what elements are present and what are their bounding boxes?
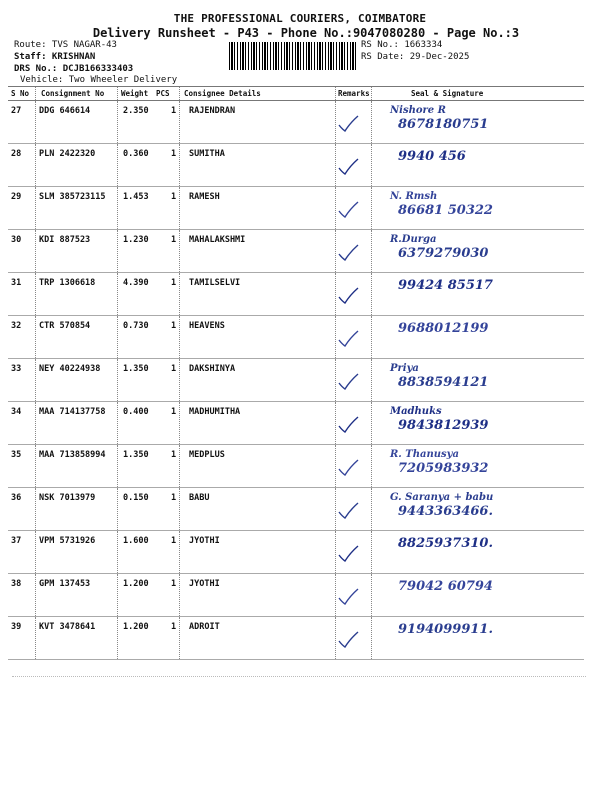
row-pcs: 1: [171, 450, 177, 460]
row-weight: 1.200: [123, 579, 149, 589]
signature-phone: 9843812939: [398, 418, 489, 433]
signature-area: [380, 578, 580, 614]
delivery-tick-mark: [336, 242, 360, 262]
col-header-seal-signature: Seal & Signature: [411, 89, 484, 98]
row-consignee: ADROIT: [189, 622, 220, 632]
signature-phone: 79042 60794: [398, 579, 493, 594]
rs-number: RS No.: 1663334: [361, 40, 443, 50]
row-weight: 1.600: [123, 536, 149, 546]
row-consignment-no: CTR 570854: [39, 321, 91, 331]
row-consignment-no: DDG 646614: [39, 106, 91, 116]
signature-area: [380, 492, 580, 528]
delivery-tick-mark: [336, 414, 360, 434]
signature-phone: 6379279030: [398, 246, 489, 261]
row-pcs: 1: [171, 493, 177, 503]
col-header-weight: Weight: [121, 89, 149, 98]
delivery-tick-mark: [336, 457, 360, 477]
signature-name: G. Saranya + babu: [390, 492, 494, 503]
row-weight: 0.400: [123, 407, 149, 417]
signature-phone: 9194099911.: [398, 622, 493, 637]
col-header-pcs: PCS: [156, 89, 170, 98]
delivery-tick-mark: [336, 586, 360, 606]
row-pcs: 1: [171, 235, 177, 245]
col-header-consignment: Consignment No: [41, 89, 105, 98]
row-pcs: 1: [171, 364, 177, 374]
row-consignment-no: VPM 5731926: [39, 536, 96, 546]
delivery-tick-mark: [336, 113, 360, 133]
row-weight: 2.350: [123, 106, 149, 116]
row-weight: 1.350: [123, 450, 149, 460]
signature-name: Priya: [390, 363, 419, 374]
row-consignee: JYOTHI: [189, 536, 220, 546]
table-row: [8, 359, 584, 402]
signature-area: [380, 535, 580, 571]
signature-phone: 9940 456: [398, 149, 466, 164]
row-consignee: SUMITHA: [189, 149, 225, 159]
signature-phone: 99424 85517: [398, 278, 493, 293]
row-consignee: RAJENDRAN: [189, 106, 236, 116]
table-row: [8, 402, 584, 445]
signature-name: N. Rmsh: [390, 191, 438, 202]
row-consignee: BABU: [189, 493, 210, 503]
row-consignment-no: MAA 713858994: [39, 450, 106, 460]
row-pcs: 1: [171, 192, 177, 202]
row-pcs: 1: [171, 106, 177, 116]
row-sno: 29: [11, 192, 22, 202]
row-consignee: MEDPLUS: [189, 450, 225, 460]
col-header-remarks: Remarks: [338, 89, 370, 98]
signature-name: R.Durga: [390, 234, 437, 245]
delivery-tick-mark: [336, 285, 360, 305]
signature-phone: 8838594121: [398, 375, 489, 390]
row-sno: 37: [11, 536, 22, 546]
signature-area: [380, 191, 580, 227]
signature-area: [380, 148, 580, 184]
signature-area: [380, 363, 580, 399]
row-consignment-no: KDI 887523: [39, 235, 91, 245]
row-weight: 1.350: [123, 364, 149, 374]
row-sno: 27: [11, 106, 22, 116]
runsheet-subtitle: Delivery Runsheet - P43 - Phone No.:9047080280 - Page No.:3: [92, 26, 520, 40]
table-header-row: [8, 86, 584, 101]
row-weight: 1.230: [123, 235, 149, 245]
barcode-image: [229, 42, 357, 70]
row-pcs: 1: [171, 622, 177, 632]
rs-date: RS Date: 29-Dec-2025: [361, 52, 470, 62]
row-consignee: MAHALAKSHMI: [189, 235, 246, 245]
signature-phone: 86681 50322: [398, 203, 493, 218]
page-footer-line: [12, 676, 586, 677]
row-sno: 32: [11, 321, 22, 331]
table-row: [8, 488, 584, 531]
row-weight: 0.360: [123, 149, 149, 159]
row-pcs: 1: [171, 407, 177, 417]
delivery-tick-mark: [336, 328, 360, 348]
signature-name: R. Thanusya: [390, 449, 459, 460]
signature-area: [380, 234, 580, 270]
signature-area: [380, 449, 580, 485]
row-consignment-no: GPM 137453: [39, 579, 91, 589]
row-consignee: TAMILSELVI: [189, 278, 241, 288]
table-row: [8, 144, 584, 187]
row-pcs: 1: [171, 278, 177, 288]
signature-area: [380, 406, 580, 442]
table-row: [8, 316, 584, 359]
row-consignment-no: SLM 385723115: [39, 192, 106, 202]
signature-name: Nishore R: [390, 105, 446, 116]
route-label: Route: TVS NAGAR-43: [14, 40, 117, 50]
row-consignee: JYOTHI: [189, 579, 220, 589]
table-row: [8, 574, 584, 617]
row-pcs: 1: [171, 321, 177, 331]
row-sno: 36: [11, 493, 22, 503]
row-pcs: 1: [171, 149, 177, 159]
row-consignee: MADHUMITHA: [189, 407, 241, 417]
runsheet-company-title: THE PROFESSIONAL COURIERS, COIMBATORE: [173, 12, 427, 25]
table-row: [8, 273, 584, 316]
delivery-tick-mark: [336, 543, 360, 563]
delivery-tick-mark: [336, 371, 360, 391]
signature-area: [380, 621, 580, 657]
signature-phone: 9688012199: [398, 321, 489, 336]
row-sno: 30: [11, 235, 22, 245]
row-sno: 39: [11, 622, 22, 632]
row-consignment-no: NEY 40224938: [39, 364, 101, 374]
delivery-tick-mark: [336, 199, 360, 219]
row-pcs: 1: [171, 536, 177, 546]
row-sno: 33: [11, 364, 22, 374]
row-consignee: DAKSHINYA: [189, 364, 236, 374]
signature-phone: 8678180751: [398, 117, 489, 132]
row-consignee: RAMESH: [189, 192, 220, 202]
row-consignment-no: PLN 2422320: [39, 149, 96, 159]
table-row: [8, 531, 584, 574]
row-consignment-no: KVT 3478641: [39, 622, 96, 632]
delivery-tick-mark: [336, 629, 360, 649]
row-sno: 38: [11, 579, 22, 589]
table-row: [8, 617, 584, 660]
row-sno: 28: [11, 149, 22, 159]
row-sno: 34: [11, 407, 22, 417]
signature-area: [380, 320, 580, 356]
signature-area: [380, 277, 580, 313]
row-weight: 1.200: [123, 622, 149, 632]
vehicle-label: Vehicle: Two Wheeler Delivery: [20, 75, 178, 85]
row-pcs: 1: [171, 579, 177, 589]
delivery-tick-mark: [336, 500, 360, 520]
row-consignee: HEAVENS: [189, 321, 225, 331]
row-consignment-no: NSK 7013979: [39, 493, 96, 503]
signature-phone: 9443363466.: [398, 504, 493, 519]
signature-phone: 8825937310.: [398, 536, 493, 551]
row-sno: 35: [11, 450, 22, 460]
row-consignment-no: MAA 714137758: [39, 407, 106, 417]
row-sno: 31: [11, 278, 22, 288]
runsheet-table: [8, 86, 584, 660]
signature-name: Madhuks: [390, 406, 442, 417]
signature-phone: 7205983932: [398, 461, 489, 476]
row-weight: 1.453: [123, 192, 149, 202]
col-header-consignee: Consignee Details: [184, 89, 261, 98]
row-weight: 0.150: [123, 493, 149, 503]
staff-label: Staff: KRISHNAN: [14, 52, 96, 62]
table-row: [8, 187, 584, 230]
table-row: [8, 445, 584, 488]
drs-number: DRS No.: DCJB166333403: [14, 64, 134, 74]
row-weight: 0.730: [123, 321, 149, 331]
col-header-sno: S No: [11, 89, 30, 98]
row-weight: 4.390: [123, 278, 149, 288]
signature-area: [380, 105, 580, 141]
row-consignment-no: TRP 1306618: [39, 278, 96, 288]
delivery-tick-mark: [336, 156, 360, 176]
table-row: [8, 230, 584, 273]
table-row: [8, 101, 584, 144]
